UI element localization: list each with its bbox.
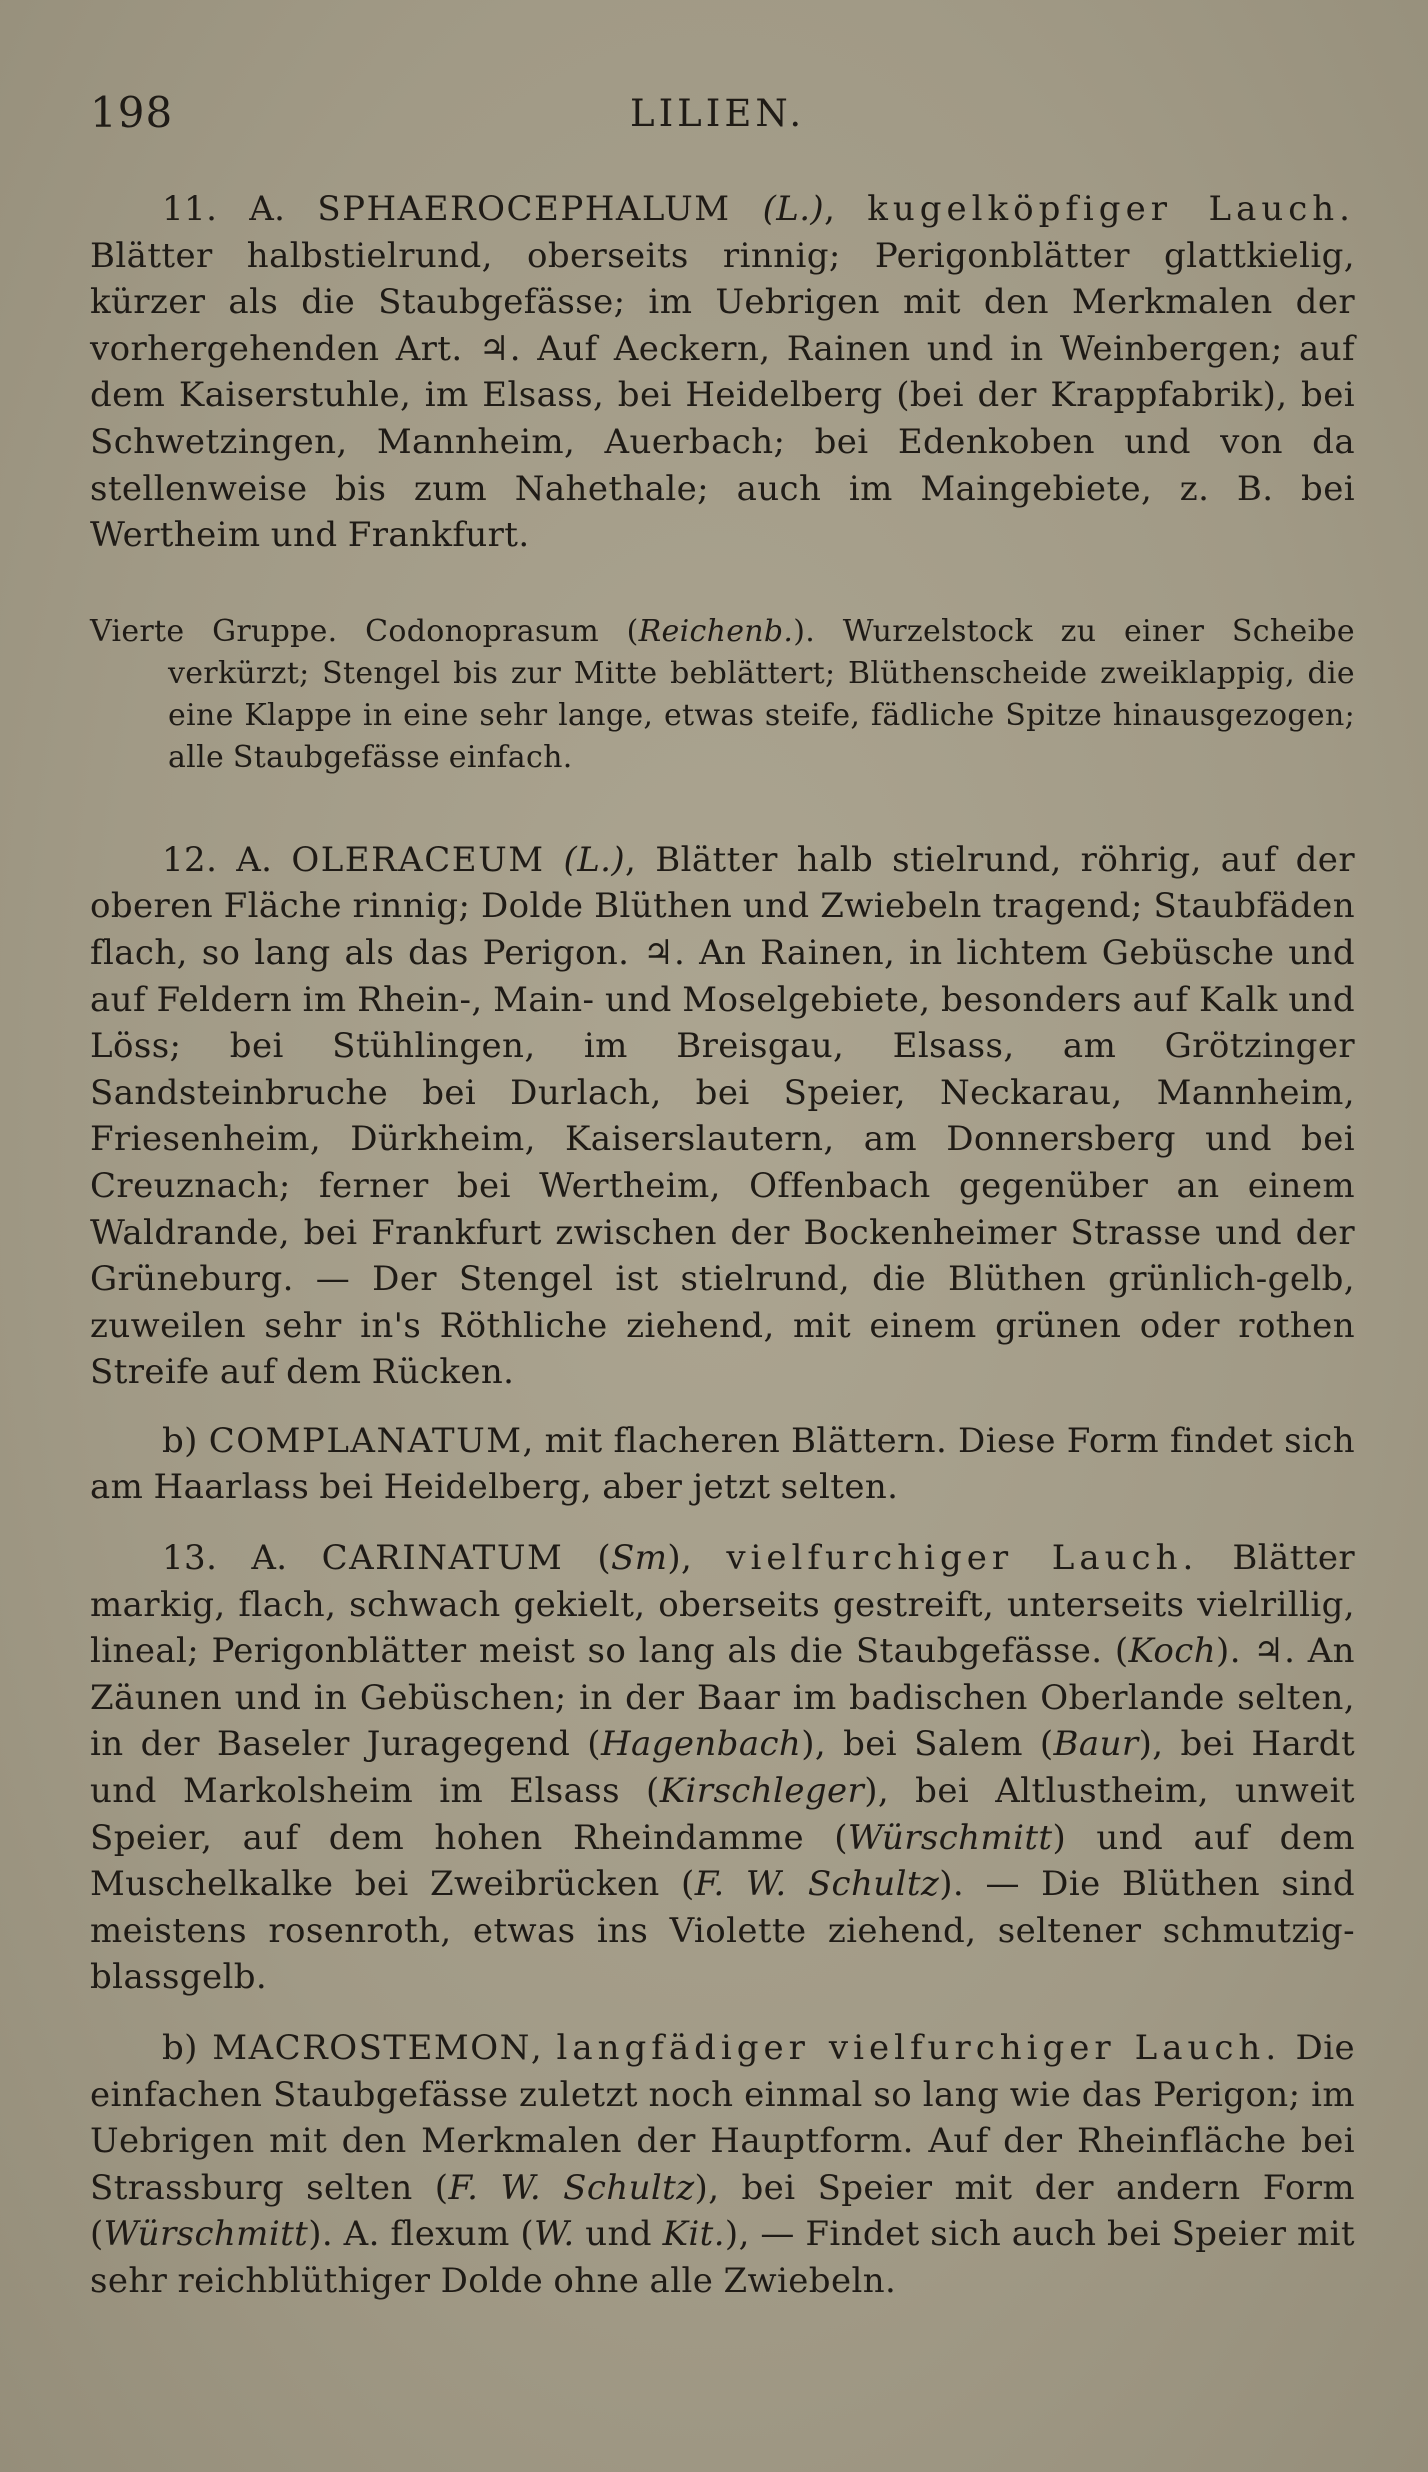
variety-13b-text-2: ), bei Speier mit der andern Form (	[90, 2167, 1355, 2255]
species-13-number: 13. A.	[162, 1538, 288, 1579]
variety-12b-label: b)	[162, 1420, 198, 1461]
group-4-lead: Vierte Gruppe. Codonoprasum (	[90, 613, 639, 649]
species-11-common-name: kugelköpfiger Lauch.	[867, 189, 1355, 229]
species-13-name: CARINATUM	[321, 1538, 564, 1579]
page-number: 198	[90, 88, 174, 137]
species-13-author-4: Kirschleger	[659, 1771, 865, 1812]
species-13-author-1: Koch	[1128, 1631, 1217, 1672]
species-13-text-3: ), bei Salem (	[801, 1724, 1054, 1765]
group-4-description	[90, 611, 1355, 779]
variety-13b-author-1: F. W. Schultz	[448, 2167, 695, 2208]
species-13-author-3: Baur	[1053, 1724, 1139, 1765]
species-13-common-name: vielfurchiger Lauch.	[726, 1538, 1199, 1579]
species-12-number: 12. A.	[162, 839, 273, 880]
variety-12b-entry	[90, 1418, 1355, 1511]
running-head: LILIEN.	[630, 92, 806, 135]
variety-13b-text-1: Die einfachen Staubgefässe zuletzt noch einmal so lang wie das Perigon; im Uebrigen mit den Merkmalen der Hauptform. Auf der Rheinfläche bei Strassburg selten (	[90, 2028, 1356, 2208]
species-11-description: Blätter halbstielrund, oberseits rinnig; Perigonblätter glattkielig, kürzer als die Staubgefässe; im Uebrigen mit den Merkmalen der vorhergehenden Art. ♃. Auf Aeckern, Rainen und in Weinbergen; auf dem Kaiserstuhle, im Elsass, bei Heidelberg (bei der Krappfabrik), bei Schwetzingen, Mannheim, Auerbach; bei Edenkoben und von da stellenweise bis zum Nahethale; auch im Maingebiete, z. B. bei Wertheim und Frankfurt.	[90, 235, 1355, 556]
species-11-entry: 11. A. SPHAEROCEPHALUM (L.), kugelköpfiger Lauch. Blätter halbstielrund, oberseits rinnig; Perigonblätter glattkielig, kürzer als die Staubgefässe; im Uebrigen mit den Merkmalen der vorhergehenden Art. ♃. Auf Aeckern, Rainen und in Weinbergen; auf dem Kaiserstuhle, im Elsass, bei Heidelberg (bei der Krappfabrik), bei Schwetzingen, Mannheim, Auerbach; bei Edenkoben und von da stellenweise bis zum Nahethale; auch im Maingebiete, z. B. bei Wertheim und Frankfurt.	[90, 189, 1355, 556]
page-header	[90, 88, 1355, 148]
variety-13b-text-4: und	[585, 2214, 652, 2255]
group-4-text: ). Wurzelstock zu einer Scheibe verkürzt; Stengel bis zur Mitte beblättert; Blüthenscheide zweiklappig, die eine Klappe in eine sehr lange, etwas steife, fädliche Spitze hinausgezogen; alle Staubgefässe einfach.	[168, 613, 1355, 775]
species-11-authority: (L.)	[762, 189, 825, 229]
variety-13b-text-5: ), — Findet sich auch bei Speier mit sehr reichblüthiger Dolde ohne alle Zwiebeln.	[90, 2214, 1355, 2301]
variety-13b-author-2: Würschmitt	[103, 2214, 309, 2255]
variety-12b-name: COMPLANATUM	[208, 1420, 523, 1461]
species-13-author-6: F. W. Schultz	[694, 1864, 940, 1905]
species-13-authority: Sm	[611, 1538, 668, 1579]
group-4-authority: Reichenb.	[638, 613, 794, 649]
variety-13b-name: MACROSTEMON	[212, 2028, 531, 2068]
variety-13b-author-4: Kit.	[662, 2214, 725, 2255]
variety-13b-text-3: ). A. flexum (	[308, 2214, 534, 2255]
species-12-name: OLERACEUM	[291, 839, 545, 880]
variety-12b-description: , mit flacheren Blättern. Diese Form findet sich am Haarlass bei Heidelberg, aber jetzt selten.	[90, 1420, 1355, 1508]
variety-13b-common-name: langfädiger vielfurchiger Lauch.	[556, 2028, 1282, 2068]
species-13-text-2: ). ♃. An Zäunen und in Gebüschen; in der Baar im badischen Oberlande selten, in der Baseler Juragegend (	[90, 1631, 1355, 1765]
species-13-text-7: ). — Die Blüthen sind meistens rosenroth, etwas ins Violette ziehend, seltener schmutzig-blassgelb.	[90, 1864, 1356, 1998]
species-11-name: SPHAEROCEPHALUM	[317, 189, 731, 229]
species-13-text-4: ), bei Hardt und Markolsheim im Elsass (	[90, 1724, 1356, 1812]
species-13-text-6: ) und auf dem Muschelkalke bei Zweibrücken (	[90, 1817, 1355, 1905]
species-13-authority-open: (	[597, 1538, 612, 1579]
species-13-author-2: Hagenbach	[600, 1724, 802, 1765]
variety-13b-author-3: W.	[533, 2214, 575, 2255]
variety-13b-label: b)	[162, 2028, 198, 2068]
species-13-author-5: Würschmitt	[847, 1817, 1053, 1858]
species-13-text-1: Blätter markig, flach, schwach gekielt, oberseits gestreift, unterseits vielrillig, lineal; Perigonblätter meist so lang als die Staubgefässe. (	[90, 1538, 1355, 1672]
species-12-entry	[90, 837, 1355, 1396]
species-13-entry	[90, 1535, 1355, 2001]
species-12-description: , Blätter halb stielrund, röhrig, auf der oberen Fläche rinnig; Dolde Blüthen und Zwiebeln tragend; Staubfäden flach, so lang als das Perigon. ♃. An Rainen, in lichtem Gebüsche und auf Feldern im Rhein-, Main- und Moselgebiete, besonders auf Kalk und Löss; bei Stühlingen, im Breisgau, Elsass, am Grötzinger Sandsteinbruche bei Durlach, bei Speier, Neckarau, Mannheim, Friesenheim, Dürkheim, Kaiserslautern, am Donnersberg und bei Creuznach; ferner bei Wertheim, Offenbach gegenüber an einem Waldrande, bei Frankfurt zwischen der Bockenheimer Strasse und der Grüneburg. — Der Stengel ist stielrund, die Blüthen grünlich-gelb, zuweilen sehr in's Röthliche ziehend, mit einem grünen oder rothen Streife auf dem Rücken.	[90, 839, 1355, 1393]
species-11-number: 11. A.	[162, 189, 286, 229]
variety-13b-entry: b) MACROSTEMON, langfädiger vielfurchiger Lauch. Die einfachen Staubgefässe zuletzt noch einmal so lang wie das Perigon; im Uebrigen mit den Merkmalen der Hauptform. Auf der Rheinfläche bei Strassburg selten (F. W. Schultz), bei Speier mit der andern Form (Würschmitt). A. flexum (W. und Kit.), — Findet sich auch bei Speier mit sehr reichblüthiger Dolde ohne alle Zwiebeln.	[90, 2028, 1356, 2301]
species-13-authority-close: ),	[667, 1538, 693, 1579]
species-13-text-5: ), bei Altlustheim, unweit Speier, auf dem hohen Rheindamme (	[90, 1771, 1355, 1858]
page	[90, 88, 1355, 2305]
species-12-authority: (L.)	[563, 839, 626, 880]
